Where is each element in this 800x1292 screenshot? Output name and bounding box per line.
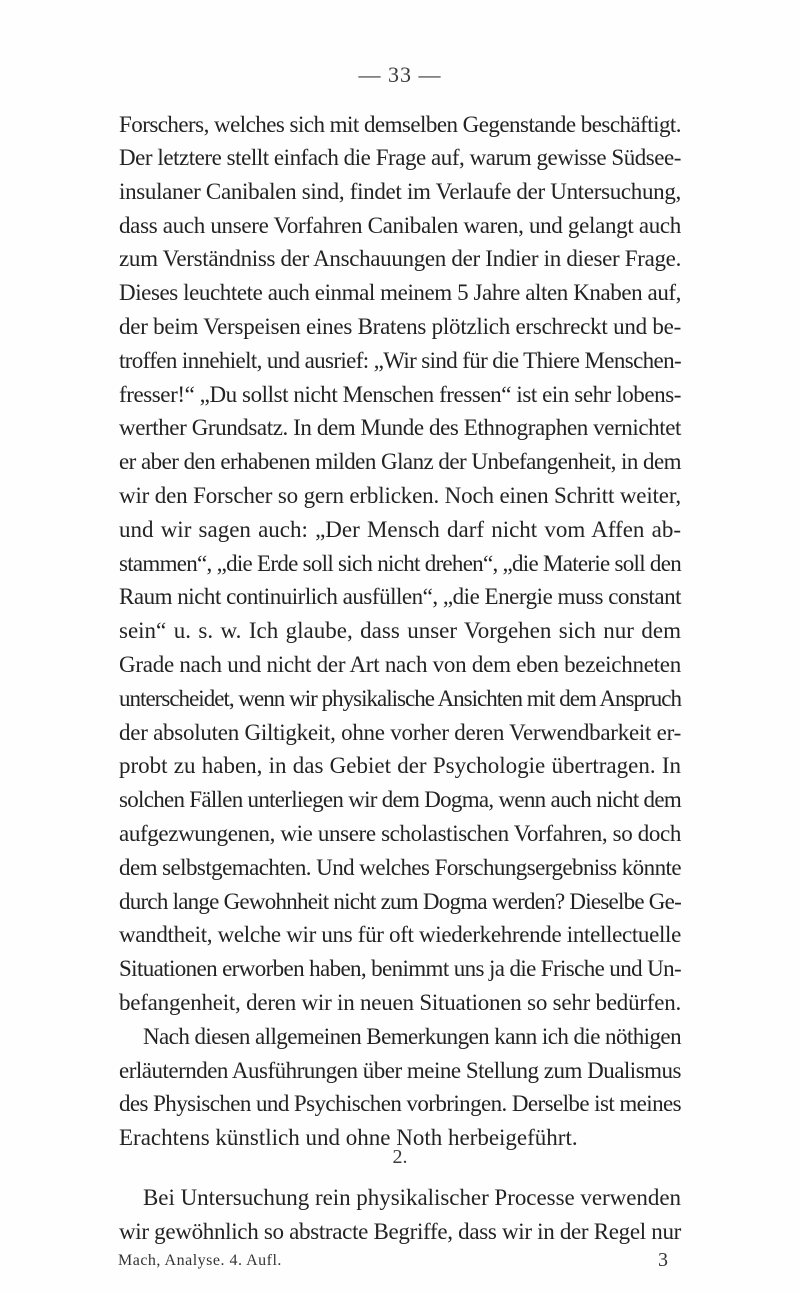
text-line: des Physischen und Psychischen vorbringen. Derselbe ist meines bbox=[119, 1091, 681, 1116]
text-line: wandtheit, welche wir uns für oft wiederkehrende intellectuelle bbox=[119, 922, 681, 947]
text-line: werther Grundsatz. In dem Munde des Ethnographen vernichtet bbox=[119, 415, 681, 440]
text-line: probt zu haben, in das Gebiet der Psychologie übertragen. In bbox=[119, 753, 681, 778]
text-line: Dieses leuchtete auch einmal meinem 5 Jahre alten Knaben auf, bbox=[119, 280, 681, 305]
text-line: troffen innehielt, und ausrief: „Wir sind für die Thiere Menschen- bbox=[119, 348, 681, 373]
text-line: Der letztere stellt einfach die Frage auf, warum gewisse Südsee- bbox=[119, 145, 681, 170]
signature-mark: Mach, Analyse. 4. Aufl. bbox=[118, 1252, 282, 1269]
text-line: stammen“, „die Erde soll sich nicht drehen“, „die Materie soll den bbox=[119, 551, 681, 576]
text-line: solchen Fällen unterliegen wir dem Dogma, wenn auch nicht dem bbox=[119, 787, 681, 812]
text-line: insulaner Canibalen sind, findet im Verlaufe der Untersuchung, bbox=[119, 179, 681, 204]
text-line: fresser!“ „Du sollst nicht Menschen fressen“ ist ein sehr lobens- bbox=[119, 382, 681, 407]
text-line: Situationen erworben haben, benimmt uns ja die Frische und Un- bbox=[119, 956, 681, 981]
text-line: Erachtens künstlich und ohne Noth herbeigeführt. bbox=[119, 1125, 578, 1150]
sheet-number: 3 bbox=[658, 1249, 668, 1271]
text-line: durch lange Gewohnheit nicht zum Dogma werden? Dieselbe Ge- bbox=[119, 889, 681, 914]
text-line: Raum nicht continuirlich ausfüllen“, „die Energie muss constant bbox=[119, 584, 681, 609]
page-footer bbox=[0, 1249, 800, 1276]
text-line: unterscheidet, wenn wir physikalische Ansichten mit dem Anspruch bbox=[119, 686, 681, 711]
text-line: der absoluten Giltigkeit, ohne vorher deren Verwendbarkeit er- bbox=[119, 720, 681, 745]
text-line: erläuternden Ausführungen über meine Stellung zum Dualismus bbox=[119, 1058, 681, 1083]
text-line: der beim Verspeisen eines Bratens plötzlich erschreckt und be- bbox=[119, 314, 681, 339]
text-line: sein“ u. s. w. Ich glaube, dass unser Vorgehen sich nur dem bbox=[119, 618, 681, 643]
text-line: zum Verständniss der Anschauungen der Indier in dieser Frage. bbox=[119, 246, 681, 271]
text-line: wir gewöhnlich so abstracte Begriffe, dass wir in der Regel nur bbox=[119, 1219, 681, 1244]
text-line: er aber den erhabenen milden Glanz der Unbefangenheit, in dem bbox=[119, 449, 681, 474]
text-line: Forschers, welches sich mit demselben Gegenstande beschäftigt. bbox=[119, 112, 681, 137]
page-number: — 33 — bbox=[358, 62, 442, 87]
text-line: Grade nach und nicht der Art nach von dem eben bezeichneten bbox=[119, 652, 681, 677]
text-line: dass auch unsere Vorfahren Canibalen waren, und gelangt auch bbox=[119, 213, 681, 238]
text-line: Nach diesen allgemeinen Bemerkungen kann ich die nöthigen bbox=[143, 1024, 681, 1049]
text-line: befangenheit, deren wir in neuen Situationen so sehr bedürfen. bbox=[119, 990, 681, 1015]
text-line: dem selbstgemachten. Und welches Forschungsergebniss könnte bbox=[119, 855, 681, 880]
text-line: und wir sagen auch: „Der Mensch darf nicht vom Affen ab- bbox=[119, 517, 681, 542]
section-number: 2. bbox=[392, 1146, 408, 1168]
text-line: aufgezwungenen, wie unsere scholastischen Vorfahren, so doch bbox=[119, 821, 681, 846]
text-line: Bei Untersuchung rein physikalischer Processe verwenden bbox=[143, 1185, 681, 1210]
text-line: wir den Forscher so gern erblicken. Noch einen Schritt weiter, bbox=[119, 483, 681, 508]
